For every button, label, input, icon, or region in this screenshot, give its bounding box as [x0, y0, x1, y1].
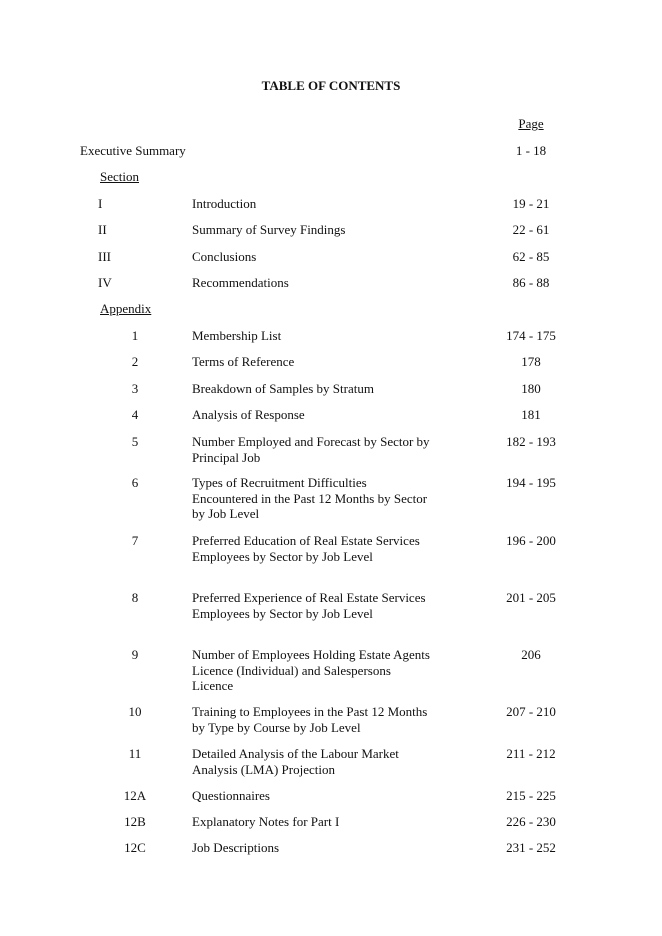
entry-title: Analysis of Response	[192, 407, 305, 422]
entry-title: Summary of Survey Findings	[192, 222, 346, 237]
entry-number: 3	[131, 381, 139, 396]
entry-pages: 201 - 205	[506, 590, 556, 605]
entry-title: Preferred Experience of Real Estate Services Employees by Sector by Job Level	[192, 590, 426, 621]
entry-title: Breakdown of Samples by Stratum	[192, 381, 374, 396]
entry-number: 12B	[124, 814, 146, 829]
entry-number: I	[98, 196, 103, 211]
entry-number: 1	[131, 328, 139, 343]
entry-pages: 62 - 85	[512, 249, 550, 264]
entry-number: 10	[128, 704, 142, 719]
entry-title: Explanatory Notes for Part I	[192, 814, 340, 829]
entry-number: III	[98, 249, 111, 264]
appendix-heading: Appendix	[100, 301, 152, 316]
entry-number: IV	[98, 275, 112, 290]
entry-number: 11	[128, 746, 142, 761]
entry-number: 2	[131, 354, 139, 369]
entry-title: Number Employed and Forecast by Sector by Principal Job	[192, 434, 430, 465]
entry-pages: 22 - 61	[512, 222, 550, 237]
entry-title: Introduction	[192, 196, 257, 211]
entry-number: 12C	[124, 840, 146, 855]
entry-title: Training to Employees in the Past 12 Months by Type by Course by Job Level	[192, 704, 428, 735]
entry-title: Types of Recruitment Difficulties Encountered in the Past 12 Months by Sector by Job Level	[192, 475, 428, 521]
entry-pages: 180	[521, 381, 541, 396]
entry-pages: 226 - 230	[506, 814, 556, 829]
entry-title: Executive Summary	[80, 143, 186, 158]
entry-title: Recommendations	[192, 275, 289, 290]
entry-title: Job Descriptions	[192, 840, 280, 855]
entry-pages: 196 - 200	[506, 533, 556, 548]
entry-pages: 1 - 18	[515, 143, 547, 158]
entry-pages: 211 - 212	[506, 746, 556, 761]
page-title: TABLE OF CONTENTS	[261, 78, 401, 93]
entry-pages: 181	[521, 407, 541, 422]
entry-number: II	[98, 222, 107, 237]
entry-title: Number of Employees Holding Estate Agents Licence (Individual) and Salespersons Licence	[192, 647, 430, 693]
entry-title: Questionnaires	[192, 788, 270, 803]
entry-pages: 231 - 252	[506, 840, 556, 855]
entry-number: 7	[131, 533, 139, 548]
entry-pages: 178	[521, 354, 541, 369]
entry-pages: 207 - 210	[506, 704, 556, 719]
entry-pages: 86 - 88	[512, 275, 550, 290]
entry-pages: 206	[521, 647, 541, 662]
entry-title: Conclusions	[192, 249, 257, 264]
entry-pages: 19 - 21	[512, 196, 550, 211]
entry-title: Membership List	[192, 328, 282, 343]
entry-number: 4	[131, 407, 139, 422]
entry-pages: 194 - 195	[506, 475, 556, 490]
entry-pages: 215 - 225	[506, 788, 556, 803]
entry-pages: 174 - 175	[506, 328, 556, 343]
entry-number: 6	[131, 475, 139, 490]
section-heading: Section	[100, 169, 139, 184]
entry-number: 5	[131, 434, 139, 449]
entry-title: Detailed Analysis of the Labour Market Analysis (LMA) Projection	[192, 746, 399, 777]
entry-number: 12A	[123, 788, 147, 803]
entry-title: Terms of Reference	[192, 354, 295, 369]
entry-title: Preferred Education of Real Estate Services Employees by Sector by Job Level	[192, 533, 420, 564]
entry-number: 9	[131, 647, 139, 662]
entry-pages: 182 - 193	[506, 434, 556, 449]
page-column-header: Page	[518, 116, 544, 131]
entry-number: 8	[131, 590, 139, 605]
